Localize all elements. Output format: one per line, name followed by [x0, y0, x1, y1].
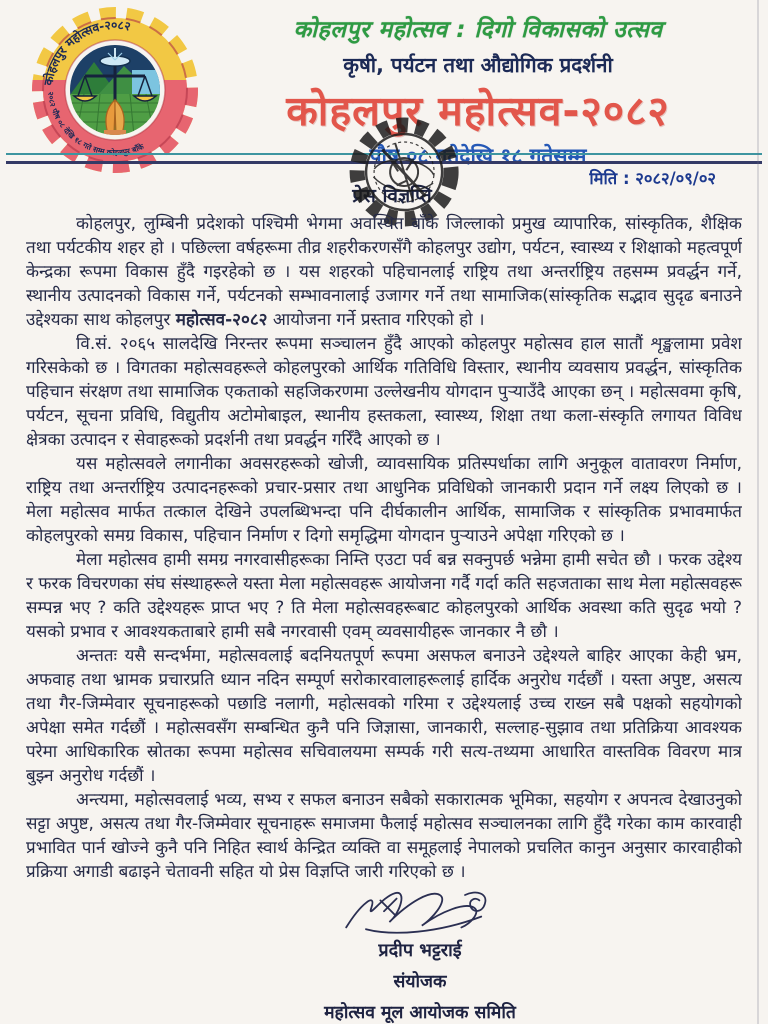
signatory-committee: महोत्सव मूल आयोजक समिति	[324, 1003, 516, 1023]
paragraph	[26, 332, 742, 452]
body-text: यस महोत्सवले लगानीका अवसरहरूको खोजी, व्यावसायिक प्रतिस्पर्धाका लागि अनुकूल वातावरण निर्माण, राष्ट्रिय तथा अन्तर्राष्ट्रिय उत्पादनहरूको प्रचार-प्रसार तथा आधुनिक प्रविधिको जानकारी प्रदान गर्ने लक्ष्य लिएको छ । मेला महोत्सव मार्फत तत्काल देखिने उपलब्धिभन्दा पनि दीर्घकालीन आर्थिक, सामाजिक र सांस्कृतिक प्रभावमार्फत कोहलपुरको समग्र विकास, पहिचान निर्माण र दिगो समृद्धिमा योगदान पुऱ्याउने अपेक्षा गरिएको छ ।	[26, 454, 742, 546]
header-date-range: पौष ०८ गतेदेखि १८ गतेसम्म	[369, 144, 587, 168]
body-text: कोहलपुर, लुम्बिनी प्रदेशको पश्चिमी भेगमा अवस्थित बाँके जिल्लाको प्रमुख व्यापारिक, सांस्कृतिक, शैक्षिक तथा पर्यटकीय शहर हो । पछिल्ला वर्षहरूमा तीव्र शहरीकरणसँगै कोहलपुर उद्योग, पर्यटन, स्वास्थ्य र शिक्षाको महत्वपूर्ण केन्द्रका रूपमा विकास हुँदै गइरहेको छ । यस शहरको पहिचानलाई राष्ट्रिय तथा अन्तर्राष्ट्रिय तहसम्म प्रवर्द्धन गर्ने, स्थानीय उत्पादनको विकास गर्ने, पर्यटनको सम्भावनालाई उजागर गर्ने तथा सामाजिक(सांस्कृतिक सद्भाव सुदृढ बनाउने उद्देश्यका साथ कोहलपुर	[26, 214, 742, 330]
signature-block	[250, 886, 590, 1024]
header-tagline: कोहलपुर महोत्सव : दिगो विकासको उत्सव	[293, 17, 663, 43]
body-text: अन्त्यमा, महोत्सवलाई भव्य, सभ्य र सफल बनाउन सबैको सकारात्मक भूमिका, सहयोग र अपनत्व देखाउनुको सट्टा अपुष्ट, असत्य तथा गैर-जिम्मेवार सूचनाहरू समाजमा फैलाई महोत्सव सञ्चालनका लागि हुँदै गरेका काम कारवाही प्रभावित पार्न खोज्ने कुनै पनि निहित स्वार्थ केन्द्रित व्यक्ति वा समूहलाई नेपालको प्रचलित कानुन अनुसार कारवाहीको प्रक्रिया अगाडी बढाइने चेतावनी सहित यो प्रेस विज्ञप्ति जारी गरिएको छ ।	[26, 790, 742, 882]
paragraphs	[26, 212, 742, 888]
paragraph	[26, 788, 742, 884]
paragraph	[26, 548, 742, 644]
paragraph	[26, 644, 742, 788]
logo-ring-top-text: कोहलपुर महोत्सव-२०८२	[41, 17, 132, 87]
paragraph	[26, 212, 742, 332]
signatory-name: प्रदीप भट्टराई	[378, 940, 462, 961]
emphasis-text: महोत्सव-२०८२	[175, 310, 268, 330]
body-text: अन्ततः यसै सन्दर्भमा, महोत्सवलाई बदनियतपूर्ण रूपमा असफल बनाउने उद्देश्यले बाहिर आएका केही भ्रम, अफवाह तथा भ्रामक प्रचारप्रति ध्यान नदिन सम्पूर्ण सरोकारवालाहरूलाई हार्दिक अनुरोध गर्दछौं । यस्ता अपुष्ट, असत्य तथा गैर-जिम्मेवार सूचनाहरूको पछाडि नलागी, महोत्सवको गरिमा र उद्देश्यलाई उच्च राख्न सबै पक्षको सहयोगको अपेक्षा समेत गर्दछौं । महोत्सवसँग सम्बन्धित कुनै पनि जिज्ञासा, जानकारी, सल्लाह-सुझाव तथा प्रतिक्रिया आवश्यक परेमा आधिकारिक स्रोतका रूपमा महोत्सव सचिवालयमा सम्पर्क गरी सत्य-तथ्यमा आधारित वास्तविक विवरण मात्र बुझ्न अनुरोध गर्दछौं ।	[26, 646, 742, 786]
body-text: मेला महोत्सव हामी समग्र नगरवासीहरूका निम्ति एउटा पर्व बन्न सक्नुपर्छ भन्नेमा हामी सचेत छौ । फरक उद्देश्य र फरक विचरणका संघ संस्थाहरूले यस्ता मेला महोत्सवहरू आयोजना गर्दै गर्दा कति सहजताका साथ मेला महोत्सवहरू सम्पन्न भए ? कति उद्देश्यहरू प्राप्त भए ? ति मेला महोत्सवहरूबाट कोहलपुरको आर्थिक अवस्था कति सुदृढ भयो ? यसको प्रभाव र आवश्यकताबारे हामी सबै नगरवासी एवम् व्यवसायीहरू जानकार नै छौ ।	[26, 550, 742, 642]
body-text: वि.सं. २०६५ सालदेखि निरन्तर रूपमा सञ्चालन हुँदै आएको कोहलपुर महोत्सव हाल सातौं शृङ्खलामा प्रवेश गरिसकेको छ । विगतका महोत्सवहरूले कोहलपुरको आर्थिक गतिविधि विस्तार, स्थानीय व्यवसाय प्रवर्द्धन, सांस्कृतिक पहिचान संरक्षण तथा सामाजिक एकताको सहजिकरणमा उल्लेखनीय योगदान पुऱ्याउँदै आएका छन् । महोत्सवमा कृषि, पर्यटन, सूचना प्रविधि, विद्युतीय अटोमोबाइल, स्थानीय हस्तकला, स्वास्थ्य, शिक्षा तथा कला-संस्कृति लगायत विविध क्षेत्रका उत्पादन र सेवाहरूको प्रदर्शनी तथा प्रवर्द्धन गरिँदै आएको छ ।	[26, 334, 742, 450]
emblem-scene	[70, 45, 162, 137]
page-title: कोहलपुर महोत्सव-२०८२	[286, 87, 670, 135]
signatory-role: संयोजक	[393, 972, 447, 992]
header-subtitle: कृषी, पर्यटन तथा औद्योगिक प्रदर्शनी	[343, 53, 613, 77]
logo-ring-bottom-text: २०८२ पौष ०८ देखि १८ गते सम्म कोहलपुर बाँके	[46, 91, 146, 158]
paragraph	[26, 452, 742, 548]
signature-image	[330, 886, 510, 940]
body-text: आयोजना गर्ने प्रस्ताव गरिएको हो ।	[267, 310, 485, 330]
press-release-label: प्रेस विज्ञप्ति	[352, 185, 432, 207]
issue-date: मिति : २०८२/०९/०२	[589, 169, 716, 188]
